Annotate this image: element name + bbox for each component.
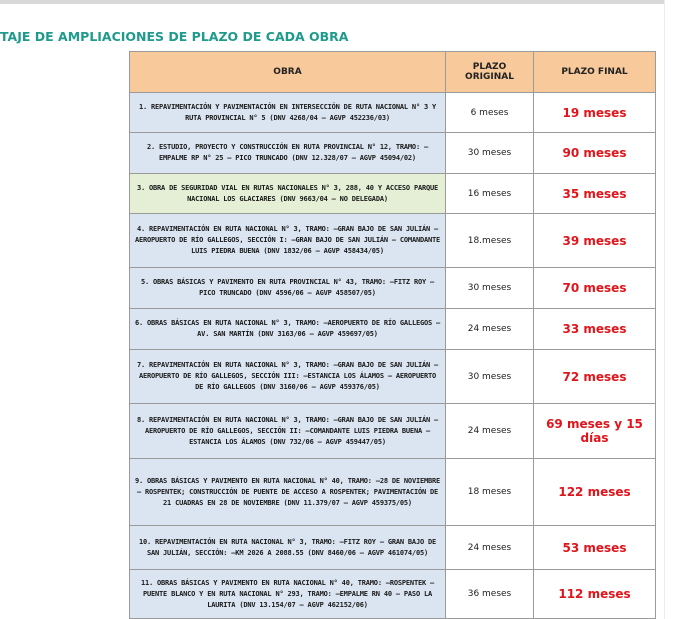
header-obra: OBRA (130, 52, 446, 93)
plazo-original-cell: 18 meses (446, 459, 534, 526)
table-row (130, 459, 656, 526)
plazo-final-cell: 72 meses (534, 350, 656, 404)
plazo-final-cell: 19 meses (534, 93, 656, 133)
table-row (130, 526, 656, 570)
plazo-original-cell: 6 meses (446, 93, 534, 133)
obra-cell: 7. REPAVIMENTACIÓN EN RUTA NACIONAL N° 3, TRAMO: —GRAN BAJO DE SAN JULIÁN — AEROPUERTO DE RÍO GALLEGOS, SECCIÓN III: —ESTANCIA LOS ÁLAMOS — AEROPUERTO DE RÍO GALLEGOS (DNV 3160/06 – AGVP 459376/05) (130, 350, 446, 404)
section-title: TAJE DE AMPLIACIONES DE PLAZO DE CADA OBRA (0, 29, 349, 44)
table-row (130, 214, 656, 268)
plazo-final-cell: 33 meses (534, 309, 656, 350)
table-row (130, 570, 656, 619)
obra-cell: 4. REPAVIMENTACIÓN EN RUTA NACIONAL N° 3, TRAMO: —GRAN BAJO DE SAN JULIÁN — AEROPUERTO DE RÍO GALLEGOS, SECCIÓN I: —GRAN BAJO DE SAN JULIÁN — COMANDANTE LUIS PIEDRA BUENA (DNV 1832/06 – AGVP 458434/05) (130, 214, 446, 268)
plazo-final-cell: 69 meses y 15 días (534, 404, 656, 459)
table-row (130, 174, 656, 214)
obra-cell: 8. REPAVIMENTACIÓN EN RUTA NACIONAL N° 3, TRAMO: —GRAN BAJO DE SAN JULIÁN — AEROPUERTO DE RÍO GALLEGOS, SECCIÓN II: —COMANDANTE LUIS PIEDRA BUENA — ESTANCIA LOS ÁLAMOS (DNV 732/06 – AGVP 459447/05) (130, 404, 446, 459)
plazo-final-cell: 112 meses (534, 570, 656, 619)
table-row (130, 309, 656, 350)
table-row (130, 93, 656, 133)
obra-cell: 10. REPAVIMENTACIÓN EN RUTA NACIONAL N° 3, TRAMO: —FITZ ROY — GRAN BAJO DE SAN JULIÁN, SECCIÓN: —KM 2026 A 2088.55 (DNV 8460/06 – AGVP 461074/05) (130, 526, 446, 570)
header-plazo-final: PLAZO FINAL (534, 52, 656, 93)
plazo-final-cell: 122 meses (534, 459, 656, 526)
plazo-original-cell: 30 meses (446, 268, 534, 309)
plazo-original-cell: 18.meses (446, 214, 534, 268)
plazo-original-cell: 30 meses (446, 350, 534, 404)
plazo-final-cell: 39 meses (534, 214, 656, 268)
table-row (130, 268, 656, 309)
plazo-final-cell: 90 meses (534, 133, 656, 174)
obra-cell: 1. REPAVIMENTACIÓN Y PAVIMENTACIÓN EN INTERSECCIÓN DE RUTA NACIONAL N° 3 Y RUTA PROVINCIAL N° 5 (DNV 4268/04 – AGVP 452236/03) (130, 93, 446, 133)
obra-cell: 3. OBRA DE SEGURIDAD VIAL EN RUTAS NACIONALES N° 3, 288, 40 Y ACCESO PARQUE NACIONAL LOS GLACIARES (DNV 9663/04 – NO DELEGADA) (130, 174, 446, 214)
obra-cell: 11. OBRAS BÁSICAS Y PAVIMENTO EN RUTA NACIONAL N° 40, TRAMO: —ROSPENTEK — PUENTE BLANCO Y EN RUTA NACIONAL N° 293, TRAMO: —EMPALME RN 40 — PASO LA LAURITA (DNV 13.154/07 – AGVP 462152/06) (130, 570, 446, 619)
plazo-original-cell: 24 meses (446, 309, 534, 350)
plazo-original-cell: 30 meses (446, 133, 534, 174)
obra-cell: 5. OBRAS BÁSICAS Y PAVIMENTO EN RUTA PROVINCIAL N° 43, TRAMO: —FITZ ROY — PICO TRUNCADO (DNV 4596/06 – AGVP 458507/05) (130, 268, 446, 309)
obra-cell: 2. ESTUDIO, PROYECTO Y CONSTRUCCIÓN EN RUTA PROVINCIAL N° 12, TRAMO: —EMPALME RP N° 25 — PICO TRUNCADO (DNV 12.328/07 – AGVP 45094/02) (130, 133, 446, 174)
plazo-original-cell: 36 meses (446, 570, 534, 619)
plazo-original-cell: 24 meses (446, 404, 534, 459)
plazo-final-cell: 53 meses (534, 526, 656, 570)
table-row (130, 404, 656, 459)
right-scroll-area (664, 0, 681, 619)
table-row (130, 133, 656, 174)
plazo-final-cell: 70 meses (534, 268, 656, 309)
top-border-line (0, 0, 681, 4)
header-plazo-original: PLAZO ORIGINAL (446, 52, 534, 93)
plazo-original-cell: 16 meses (446, 174, 534, 214)
table-header-row (130, 52, 656, 93)
table-row (130, 350, 656, 404)
obra-cell: 9. OBRAS BÁSICAS Y PAVIMENTO EN RUTA NACIONAL N° 40, TRAMO: —28 DE NOVIEMBRE — ROSPENTEK; CONSTRUCCIÓN DE PUENTE DE ACCESO A ROSPENTEK; PAVIMENTACIÓN DE 21 CUADRAS EN 28 DE NOVIEMBRE (DNV 11.379/07 – AGVP 459375/05) (130, 459, 446, 526)
obras-table (129, 51, 656, 619)
plazo-final-cell: 35 meses (534, 174, 656, 214)
obra-cell: 6. OBRAS BÁSICAS EN RUTA NACIONAL N° 3, TRAMO: —AEROPUERTO DE RÍO GALLEGOS — AV. SAN MARTÍN (DNV 3163/06 – AGVP 459697/05) (130, 309, 446, 350)
plazo-original-cell: 24 meses (446, 526, 534, 570)
